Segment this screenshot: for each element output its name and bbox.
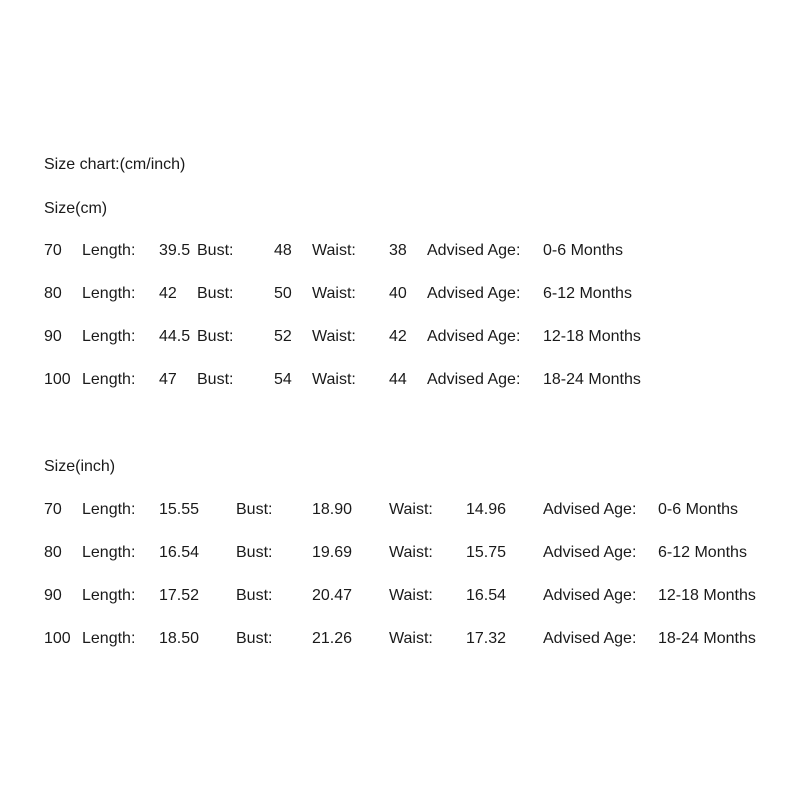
cm-section-heading: Size(cm)	[44, 200, 108, 217]
size-value: 100	[44, 371, 71, 388]
length-label: Length:	[82, 587, 136, 604]
inch-section-heading: Size(inch)	[44, 458, 116, 475]
advised-age-label: Advised Age:	[427, 371, 521, 388]
length-value: 44.5	[159, 328, 191, 345]
length-value: 42	[159, 285, 177, 302]
waist-value: 14.96	[466, 501, 507, 518]
bust-value: 20.47	[312, 587, 353, 604]
waist-value: 44	[389, 371, 407, 388]
waist-value: 38	[389, 242, 407, 259]
size-value: 100	[44, 630, 71, 647]
waist-value: 42	[389, 328, 407, 345]
advised-age-label: Advised Age:	[427, 285, 521, 302]
table-row	[0, 500, 800, 520]
waist-label: Waist:	[312, 371, 356, 388]
advised-age-value: 12-18 Months	[658, 587, 756, 604]
table-row	[0, 370, 800, 390]
bust-value: 19.69	[312, 544, 353, 561]
length-value: 47	[159, 371, 177, 388]
length-value: 17.52	[159, 587, 200, 604]
advised-age-value: 0-6 Months	[658, 501, 739, 518]
size-value: 90	[44, 587, 62, 604]
waist-label: Waist:	[389, 501, 433, 518]
bust-label: Bust:	[236, 587, 273, 604]
table-row	[0, 327, 800, 347]
size-value: 80	[44, 544, 62, 561]
bust-value: 18.90	[312, 501, 353, 518]
length-label: Length:	[82, 544, 136, 561]
advised-age-label: Advised Age:	[543, 630, 637, 647]
size-value: 80	[44, 285, 62, 302]
advised-age-label: Advised Age:	[543, 587, 637, 604]
advised-age-label: Advised Age:	[427, 242, 521, 259]
length-label: Length:	[82, 285, 136, 302]
advised-age-value: 0-6 Months	[543, 242, 624, 259]
advised-age-value: 12-18 Months	[543, 328, 641, 345]
advised-age-value: 18-24 Months	[658, 630, 756, 647]
table-row	[0, 284, 800, 304]
bust-value: 48	[274, 242, 292, 259]
length-label: Length:	[82, 328, 136, 345]
size-value: 70	[44, 501, 62, 518]
waist-label: Waist:	[312, 242, 356, 259]
advised-age-label: Advised Age:	[543, 544, 637, 561]
size-value: 70	[44, 242, 62, 259]
advised-age-label: Advised Age:	[543, 501, 637, 518]
table-row	[0, 586, 800, 606]
waist-value: 16.54	[466, 587, 507, 604]
bust-value: 50	[274, 285, 292, 302]
waist-value: 40	[389, 285, 407, 302]
bust-value: 21.26	[312, 630, 353, 647]
size-value: 90	[44, 328, 62, 345]
length-value: 18.50	[159, 630, 200, 647]
length-label: Length:	[82, 242, 136, 259]
length-label: Length:	[82, 371, 136, 388]
bust-value: 52	[274, 328, 292, 345]
bust-label: Bust:	[197, 285, 234, 302]
waist-label: Waist:	[312, 328, 356, 345]
waist-value: 17.32	[466, 630, 507, 647]
waist-value: 15.75	[466, 544, 507, 561]
length-label: Length:	[82, 501, 136, 518]
bust-label: Bust:	[236, 544, 273, 561]
table-row	[0, 241, 800, 261]
table-row	[0, 629, 800, 649]
bust-label: Bust:	[197, 328, 234, 345]
waist-label: Waist:	[389, 544, 433, 561]
size-chart-title: Size chart:(cm/inch)	[44, 156, 186, 173]
length-value: 16.54	[159, 544, 200, 561]
waist-label: Waist:	[312, 285, 356, 302]
length-label: Length:	[82, 630, 136, 647]
bust-label: Bust:	[236, 501, 273, 518]
advised-age-value: 18-24 Months	[543, 371, 641, 388]
advised-age-value: 6-12 Months	[658, 544, 747, 561]
waist-label: Waist:	[389, 630, 433, 647]
advised-age-value: 6-12 Months	[543, 285, 632, 302]
advised-age-label: Advised Age:	[427, 328, 521, 345]
length-value: 39.5	[159, 242, 191, 259]
waist-label: Waist:	[389, 587, 433, 604]
bust-label: Bust:	[197, 371, 234, 388]
bust-value: 54	[274, 371, 292, 388]
bust-label: Bust:	[197, 242, 234, 259]
bust-label: Bust:	[236, 630, 273, 647]
table-row	[0, 543, 800, 563]
length-value: 15.55	[159, 501, 200, 518]
